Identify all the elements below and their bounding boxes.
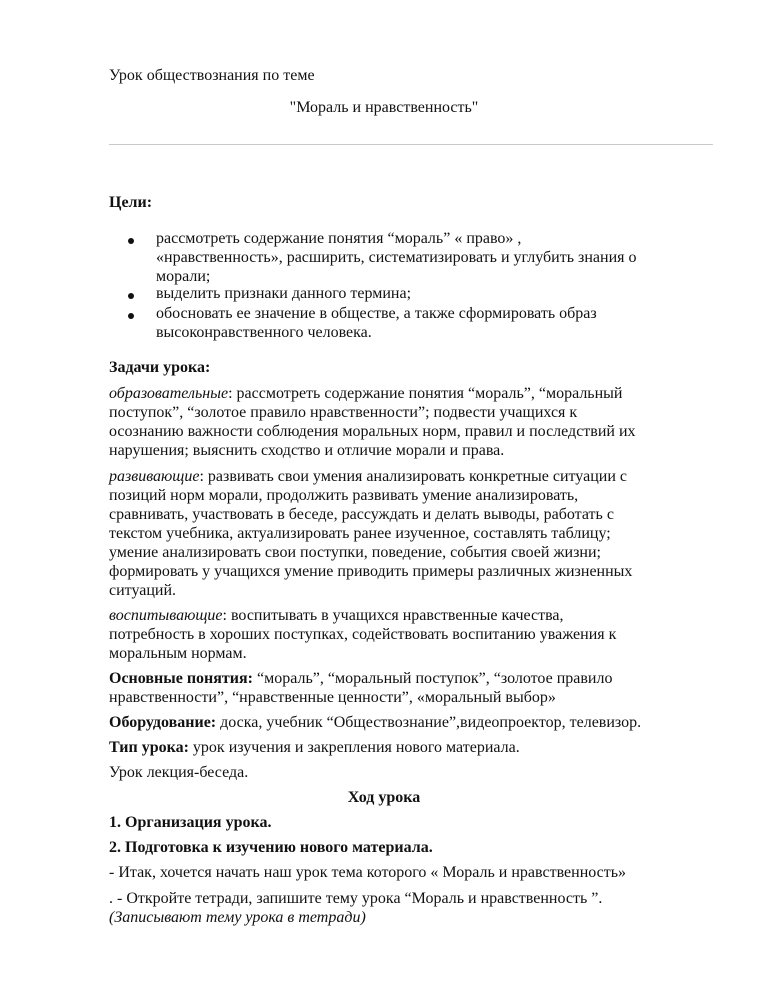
upbringing-term: воспитывающие [109, 607, 223, 624]
lesson-form-line: Урок лекция-беседа. [109, 764, 249, 781]
upbringing-line-1: воспитывающие: воспитывать в учащихся нравственные качества, [109, 607, 564, 624]
course-line-3: (Записывают тему урока в тетради) [109, 909, 366, 926]
developmental-line-4: текстом учебника, актуализировать ранее изученное, составлять таблицу; [109, 525, 611, 542]
tasks-heading: Задачи урока: [109, 359, 211, 376]
developmental-line-3: сравнивать, участвовать в беседе, рассуждать и делать выводы, работать с [109, 506, 614, 523]
course-line-2: . - Откройте тетради, запишите тему урока “Мораль и нравственность ”. [109, 890, 603, 907]
lesson-type-label: Тип урока: [109, 739, 189, 756]
lesson-type-line: Тип урока: урок изучения и закрепления нового материала. [109, 739, 520, 756]
course-line-1: - Итак, хочется начать наш урок тема которого « Мораль и нравственность» [109, 864, 627, 881]
developmental-line-2: позиций норм морали, продолжить развивать умение анализировать, [109, 487, 579, 504]
educational-term: образовательные [109, 385, 229, 402]
lesson-title: "Мораль и нравственность" [289, 99, 479, 116]
bullet-icon [128, 238, 134, 244]
concepts-line-1: Основные понятия: “мораль”, “моральный поступок”, “золотое правило [109, 670, 613, 687]
concepts-label: Основные понятия: [109, 670, 253, 687]
lesson-topic: Урок обществознания по теме [109, 67, 315, 84]
developmental-line-6: формировать у учащихся умение приводить примеры различных жизненных [109, 563, 633, 580]
course-heading: Ход урока [347, 789, 421, 806]
educational-line-3: осознанию важности соблюдения моральных норм, правил и последствий их [109, 423, 636, 440]
goal-item-3-line-1: обосновать ее значение в обществе, а также сформировать образ [156, 305, 597, 322]
goal-item-3-line-2: высоконравственного человека. [156, 324, 372, 341]
upbringing-line-2: потребность в хороших поступках, содействовать воспитанию уважения к [109, 626, 617, 643]
horizontal-divider [109, 144, 713, 145]
educational-line-2: поступок”, “золотое правило нравственности”; подвести учащихся к [109, 404, 578, 421]
equipment-line: Оборудование: доска, учебник “Обществознание”,видеопроектор, телевизор. [109, 714, 642, 731]
course-step-2: 2. Подготовка к изучению нового материала. [109, 839, 433, 856]
goal-item-1-line-2: «нравственность», расширить, систематизировать и углубить знания о [156, 249, 637, 266]
developmental-line-5: умение анализировать свои поступки, поведение, события своей жизни; [109, 544, 601, 561]
course-step-1: 1. Организация урока. [109, 814, 272, 831]
educational-line-4: нарушения; выяснить сходство и отличие морали и права. [109, 442, 505, 459]
goal-item-2-line-1: выделить признаки данного термина; [156, 285, 412, 302]
bullet-icon [128, 313, 134, 319]
bullet-icon [128, 293, 134, 299]
developmental-term: развивающие [109, 468, 200, 485]
developmental-line-7: ситуаций. [109, 582, 177, 599]
concepts-line-2: нравственности”, “нравственные ценности”, «моральный выбор» [109, 689, 556, 706]
goal-item-1-line-3: морали; [156, 268, 211, 285]
upbringing-line-3: моральным нормам. [109, 645, 247, 662]
developmental-line-1: развивающие: развивать свои умения анализировать конкретные ситуации с [109, 468, 627, 485]
educational-line-1: образовательные: рассмотреть содержание понятия “мораль”, “моральный [109, 385, 623, 402]
goals-heading: Цели: [109, 194, 153, 211]
equipment-label: Оборудование: [109, 714, 217, 731]
goal-item-1-line-1: рассмотреть содержание понятия “мораль” « право» , [156, 230, 522, 247]
